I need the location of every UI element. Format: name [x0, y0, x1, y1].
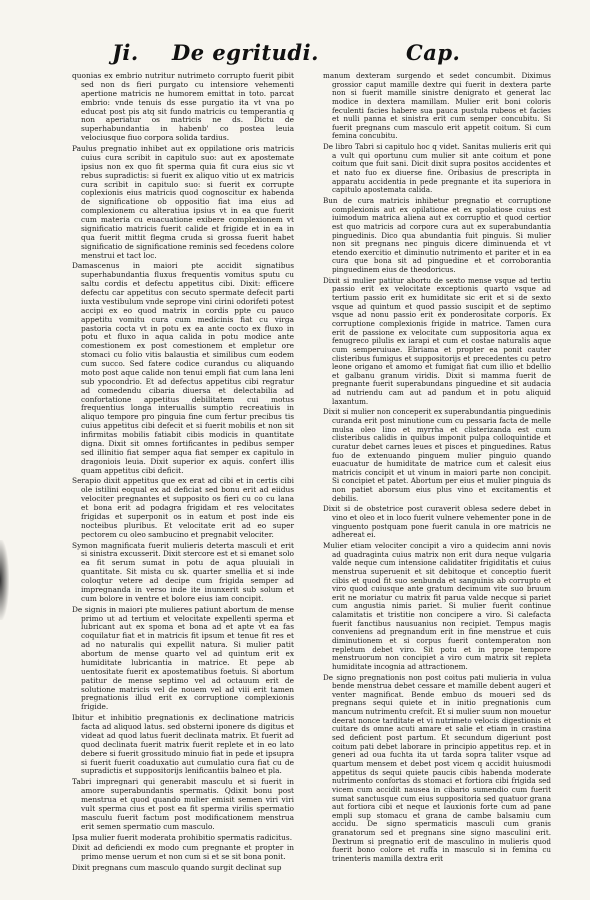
paragraph: manum dexteram surgendo et sedet concumbit. Diximus grossior caput mamille dextre qui fuerit in dextera parte non si fuerit mamille sinistre denigrato et generat lac modice in dextera mamillam. Mulier erit boni coloris feculenti facies habere sua pauca pustula rubeos et facies et nulli panna et sinistra erit cum semper concubitu. Si fuerit pregnans cum masculo erit appetit coitum. Si cum femina concubitu.	[323, 71, 551, 141]
paragraph: Dixit pregnans cum masculo quando surgit declinat sup	[72, 863, 282, 873]
left-column	[72, 72, 294, 875]
paragraph: quonias ex embrio nutritur nutrimeto corrupto fuerit pibit sed non ds fieri purgato cu intensiore vehementi apertione matricis ne humorem emittat in toto. parcat embrio: vnde tenuis ds esse purgatio ita vt vna po educat post pis atq sit fundo matricis cu temperantia q non aperiatur os matricis ne ds. Dictu de superhabundantia in habenb' co postea leuia velociusque fiuo corpora solida tardius.	[72, 71, 294, 143]
paragraph: Symon magnificata fuerit mulieris deterta masculi et erit si sinistra excusserit. Dixit stercore est et si emanet solo ea fit serum sumat in potu de aqua pluuiali in quantitate. Sit mista cu sk. quarter smellia et si inde coloqtur vetere ad decipe cum frigida semper ad impregnanda in verso inde ite inunxerit sub solum et cum bolore in ventre et bolore eius iam concipit.	[72, 540, 294, 603]
right-column	[323, 72, 551, 866]
paragraph: Damascenus in maiori pte accidit signatibus superhabundantia fluxus frequentis vomitus sputu cu saltu cordis et defectu appetitus cibi. Dixit: efficere defectu car appetitus con secuto spermate defecit parti iuxta vestibulum vnde seprope vini cirini odorifeti potest accipi ex eo quod matrix in cordis ppte cu pauco appetitu vomitu cura cum medicinis fiat cu virga pastoria cocta vt in potu ex ea ante cocto ex fluxo in potu et fluxo in aqua calida in potu modice ante comestionem ex post comestionem et empletur ore stomaci cu folio vitis balaustia et similibus cum eodem cum succo. Sed fatere codice curandus cu aliquando moto post aque calide non tenui empli fiat cum lana leni sub ypocondrio. Et ad defectus appetitus cibi regratur ad comedendu cibaria diuersa et delectabilia ad confortatione appetitus debilitatem cui motus frequentius longa interuallis sumptio recreatiuis in aliquo tempore pro pinguia fine cum fertur precibus tis cuius appetitus cibi defecit et si fuerit mobilis et non sit infirmitas mobilis fatiabit cibis modicis in quantitate digna. Dixit sit omnes fortificantes in pedibus semper sed illinitio fiat semper aqua fiat semper ex capitulo in dragoniois leuia. Dixit superior ex aquis. confert illis quam appetitus cibi deficit.	[72, 261, 294, 475]
paragraph: Dixit si mulier patitur abortu de sexto mense vsque ad tertiu passio erit ex velocitate exceptionis quarto vsque ad tertium passio erit ex humiditate sic erit et si de sexto vsque ad quintum et quod passio suscipit et de septimo vsque ad nonu passio erit ex ponderositate corporis. Ex corruptione complexionis frigide in matrice. Tamen cura erit de passione ex velocitate cum suppositoria aqua ex fenugreco pilulis ex iarapi et cum et costae naturalis aque cum semperuiuae. Ebriama et propter ea ponit cauter clisteribus fumigus et suppositorijs et precedentes cu petro leone origano et amomo et fumigat fiat cum illio et bdellio et galbanu granum viridis. Dixit si mamma fuerit de pregnante fuerit superabundans pinguedine et sit audacia ad nutriendu cam aut ad pandum et in potu aliquid laxantum.	[323, 275, 551, 406]
running-head-folio: Ji.	[112, 40, 139, 65]
paragraph: De signo pregnationis non post coitus pati mulieria in vulua bende menstrua debet cessare et mamille debent augeri et venter magnificat. Bende embuo ds moueri sed ds pregnans sequi quiete et in initio pregnationis cum mancum nutrimentu crefcit. Et si mulier suum non mouetur deerat nonce tarditate et vi nutrimeto velocis digestionis et cuitare ds omne acuti amare et salie et etiam in crastina sed deficient post partum. Et secundum digeriunt post coitum pati debet laborare in principio appetitus rep. et in generi ad oua fuchta ita ut tarda sopra taliter vsque ad quartum mensem et debet post vicem q accidit huiusmodi appetitus ds sequi quiete paucis cibis habenda moderate nutrimento confortas ds stomaci et fortiora cibi frigida sed vicem cum accidit nausea in cibario sumendio cum fuerit sumat sanctusque cum eius suppositoria sed quatuor grana aut fortiora cibi et neque et lauxionis forte cum ad pane empli sup stomacu et grana de cambe balsamiu cum accidu. De signo spermaticis masculi cum granis granatorum sed et pregnans sine signo masculini erit. Dextrum si pregnatio erit de masculino in mulieris quod fuerit bono colore et ruffa in masculo si in femina cu trinenteris mamilla dextra erit	[323, 672, 551, 864]
running-head-title: De egritudi.	[172, 40, 319, 65]
paragraph: Dixit ad deficiendi ex modo cum pregnante et propter in primo mense uerum et non cum si et se sit bona ponit.	[72, 843, 294, 862]
paragraph: Bun de cura matricis inhibetur pregnatio et corruptione complexionis aut ex opilatione et ex spolatiose cuius est iuimodum matrica aliena aut ex corruptio et quod certior est quo matricis ad corpore cura aut ex superabundantia pinguedinis. Dico qua abundantia fuit pinguis. Si mulier non sit pregnans nec pinguis dicere diminuenda et vt etendo exercitio et diminutio nutrimento et pariter et in ea cura que bona sit ad pinguedine et et corroborantia pinguedinem eius de theodoricus.	[323, 195, 551, 275]
paragraph: Ipsa mulier fuerit moderata prohibitio spermatis radicitus.	[72, 832, 293, 842]
running-head-chapter: Cap.	[406, 40, 461, 65]
paragraph: Ibitur et inhibitio pregnationis ex declinatione matricis facta ad aliquod latus. sed obsterni iponere ds digitus et videat ad quod latus fuerit declinata matrix. Et fuerit ad quod declinata fuerit matrix fuerit replete et in eo lato debere si fuerit grossitudo minuio fiat in pede et ipsupra si fuerit fuerit coaduxatio aut cumulatio cura fiat cu de supradictis et suppositorijs lenificantiis balneo et pla.	[72, 713, 294, 776]
paragraph: Paulus pregnatio inhibet aut ex oppilatione oris matricis cuius cura scribit in capitulo suo: aut ex apostemate ipsius non ex quo fit sperma quia fit cura eius sic vt rebus supradictis: si fuerit ex aliquo vitio ut ex matricis cura scribit in capitulo suo: si fuerit ex corrupte coplexionis eius matricis quod cognoscitur ex habenda de significatione ob oppositio fiat ima eius ad complexionem cu alteratiua ipsius vt in ea que fuerit cum materia cu euacuatione exibere complexionem vt significatio matricis fuerit calide et frigide et in ea in qua fuerit mittit flegma cruda si grossa fuerit habet significatio de significatione reminis sed fecedens colore menstrui et tact loc.	[72, 144, 294, 260]
paragraph: Dixit si mulier non conceperit ex superabundantia pinguedinis curanda erit post minutione cum cu pessaria facta de melle mulsa oleo lino et myrrha et clisterizanda est cum clisteribus calidis in quibus imponit pulpa colloquintide et curatur debet carnes leues et pisces et pinguedines. Ratus fuo de extenuando pinguem mulier pinguio quando euacuatur de humiditate de matrice cum et calesit eius matricis concipit et ut vinum in maiori parte non concipit. Si concipiet et patet. Abortum per eius et mulier pinguia ds non patiet aborsum eius plus vino et excitamentis et debilis.	[323, 407, 551, 503]
paragraph: De libro Tabri si capitulo hoc q videt. Sanitas mulieris erit qui a vult qui oportunu cum mulier sit ante coitum et pone coitum que fuit sani. Dicit dixit supra positos accidentes et et nato fuo ex diuerse fine. Oribasius de prescripta in apparatu accidentia in pede pregnante et ita superiora in capitulo apostemata calida.	[323, 142, 551, 195]
paragraph: De signis in maiori pte mulieres patiunt abortum de mense primo ut ad tertium et velocitate expellenti sperma et lubricant aut ex spoma et bona ad et apte vt ea fas coquilatur fiat et in matricis fit ipsum et tenue fit res et ad no naturalis qui expellit natura. Si mulier patit abortum de mense quarto vel ad quintum erit ex humiditate lubricantia in matrice. Et pepe ab uentositate fuerit ex apostematibus foetuis. Si abortum patitur de mense septimo vel ad octauum erit de solutione matricis vel de nouem vel ad viii erit tamen pregnationis illud erit ex corruptione complexionis frigide.	[72, 604, 294, 712]
paragraph: Tabri impregnari qui generabit masculu et si fuerit in amore superabundantis spermatis. Qdixit bonu post menstrua et quod quando mulier emisit semen viri viri vult sperma cius et post ea fit sperma virilis spermatio masculu fuerit factum post modificationem menstrua erit semen spermatio cum masculo.	[72, 777, 294, 831]
paragraph: Serapio dixit appetitus que ex erat ad cibi et in certis cibi ole istilini eoqual ex ad deficiat sed bonu erit ad eiidus velociter pregnantes et supposito os fieri cu co cu lana et bona erit ad podagra frigidam et res velocitates frigidas et superponit os in eatum et post inde eis nocteibus pluribus. Et velocitate erit ad eo super pectorem cu oleo sambucino et pregnabit velociter.	[72, 476, 294, 539]
binding-shadow	[0, 540, 9, 620]
paragraph: Mulier etiam velociter concipit a viro a quidecim anni novis ad quadraginta cuius matrix non erit dura neque vulgaria valde neque cum intensione calidatiter frigiditatis et cuius menstrua superuenit et sit debitoque et conceptio fuerit cibis et quod fit suo senbunda et sanguinis ab corrupto et viro quod cuiusque ante gratum decimum vite suo bruum erit ne moriatur cu matrix fit parua valde necque si pariet cum angustia nimis pariet. Si mulier fuerit continue calamitatis et tristitie non concipere a viro. Si calefacta fuerit fanctibus nausuanius non recipiet. Tempus magis conveniens ad pregnandum erit in fine menstrue et cuis diminutionem et si corpus fuerit contemperaton non repletum debet viro. Sit potu et in prope tempore menstruorum non concipiet a viro cum matrix sit repleta humiditate incognia ad attractionem.	[323, 540, 551, 671]
paragraph: Dixit si de obstetrice post curaverit oblesa sedere debet in vino et oleo et in loco fuerit vulnere vehementer pone in de vinguento postquam pone fuerit canula in ore matricis ne adhereat ei.	[323, 504, 551, 540]
